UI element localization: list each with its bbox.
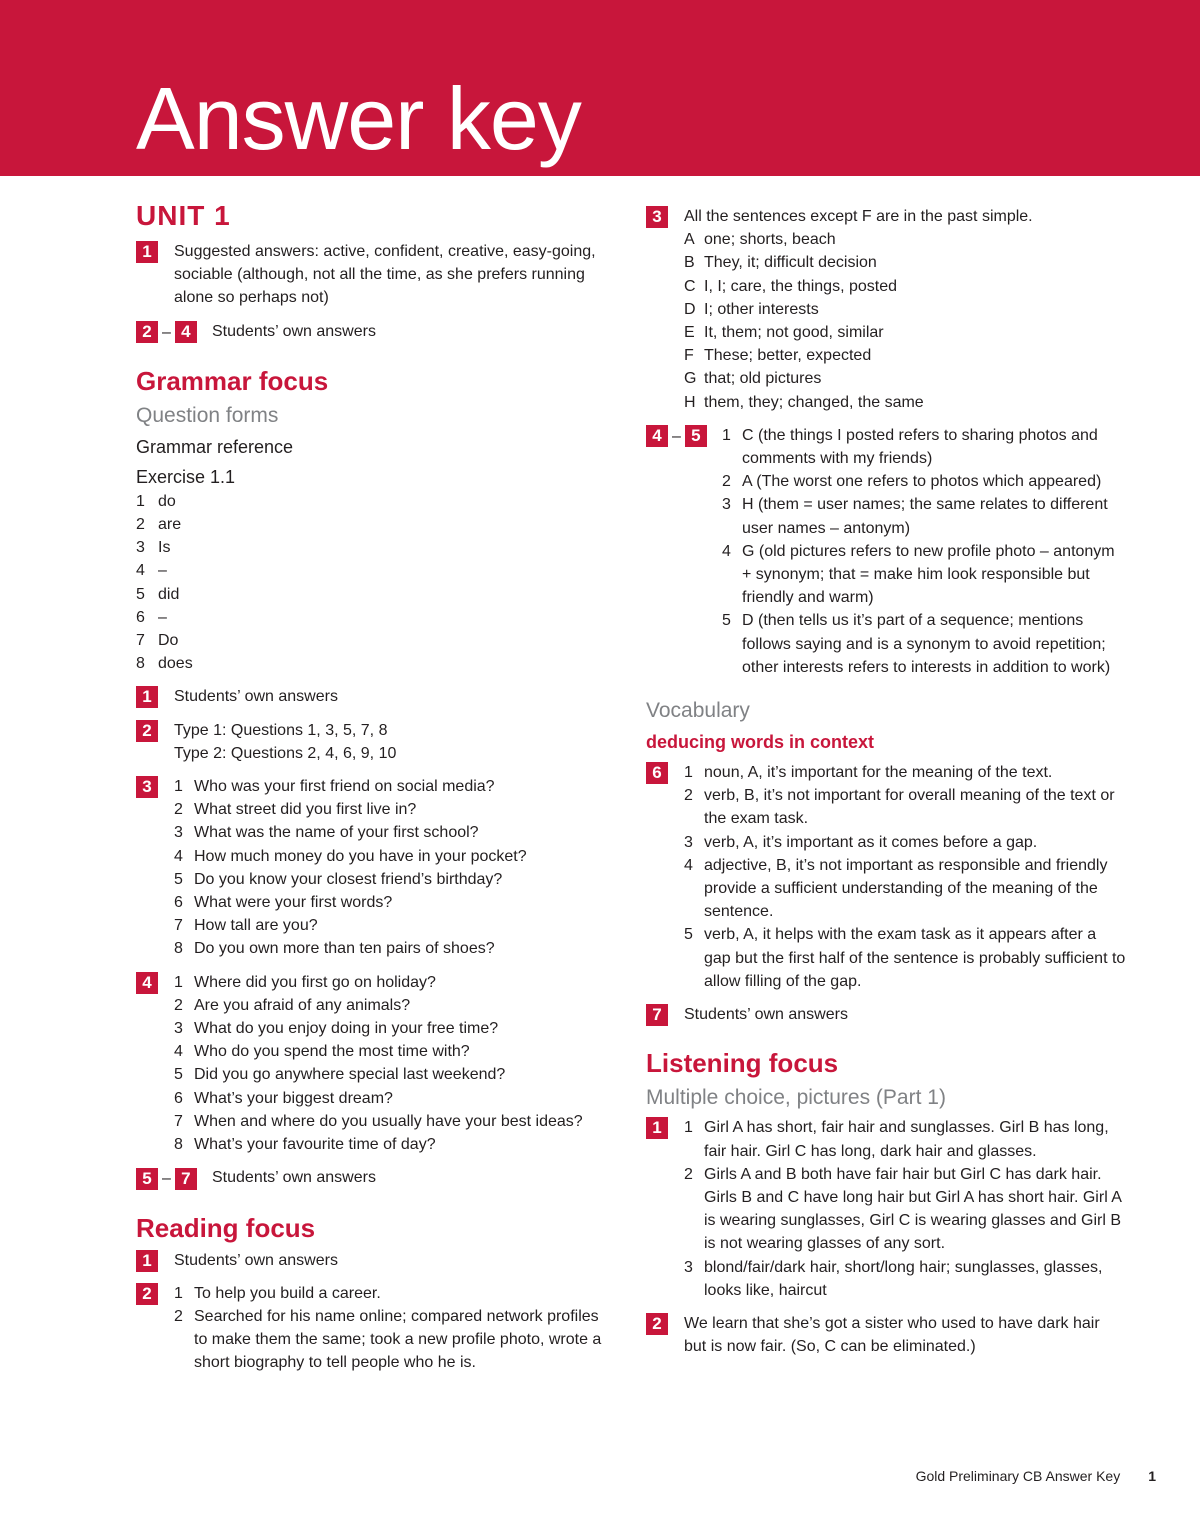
exercise-2-4: 2 – 4 Students’ own answers (136, 320, 606, 344)
answer-text: Students’ own answers (212, 1169, 376, 1187)
subheading-deducing: deducing words in context (646, 732, 875, 753)
list-item: G that; old pictures (684, 370, 822, 388)
page-title: Answer key (136, 69, 581, 168)
exercise-number-badge: 1 (646, 1117, 668, 1139)
list-item: 3 What do you enjoy doing in your free time? (174, 1020, 499, 1038)
exercise-number-badge: 1 (136, 686, 158, 708)
section-heading-reading: Reading focus (136, 1212, 316, 1243)
list-item: 1 Where did you first go on holiday? (174, 973, 436, 991)
answer-line: Type 2: Questions 2, 4, 6, 9, 10 (174, 744, 397, 762)
list-item: D I; other interests (684, 300, 819, 318)
exercise-number-badge: 7 (646, 1004, 668, 1026)
grammar-exercise-3 (136, 775, 606, 961)
list-item: 2 Searched for his name online; compared network profiles to make them the same; took a new profile photo, wrote a short biography to tell people who he is. (174, 1307, 602, 1372)
list-item: 3 What was the name of your first school? (174, 824, 479, 842)
answer-text: Students’ own answers (212, 322, 376, 340)
list-item: 1 To help you build a career. (174, 1284, 381, 1302)
list-item: 5 verb, A, it helps with the exam task as it appears after a gap but the first half of the sentence is probably sufficient to allow filling of the gap. (684, 926, 1126, 990)
list-item: 4 G (old pictures refers to new profile photo – antonym + synonym; that = make him look responsible but friendly and warm) (722, 542, 1115, 607)
subheading-vocabulary: Vocabulary (646, 699, 750, 723)
list-item: 7 How tall are you? (174, 917, 318, 935)
subheading-multiple-choice: Multiple choice, pictures (Part 1) (646, 1086, 946, 1110)
answer-line: Type 1: Questions 1, 3, 5, 7, 8 (174, 721, 388, 739)
left-column (136, 198, 606, 1385)
exercise-number-badge: 7 (175, 1168, 197, 1190)
footer-title: Gold Preliminary CB Answer Key (915, 1468, 1121, 1484)
list-item: 3 verb, A, it’s important as it comes before a gap. (684, 833, 1038, 851)
list-item: 5 did (136, 585, 180, 603)
list-item: 2 Girls A and B both have fair hair but Girl C has dark hair. Girls B and C have long hair but Girl A has short hair. Girl A is wearing sunglasses, Girl C is wearing glasses and Girl B is not wearing glasses of any sort. (684, 1165, 1122, 1253)
list-item: B They, it; difficult decision (684, 254, 877, 272)
exercise-1-1-list (136, 490, 606, 676)
list-item: 2 verb, B, it’s not important for overall meaning of the text or the exam task. (684, 787, 1115, 828)
exercise-1 (136, 240, 606, 310)
list-item: 1 do (136, 492, 176, 510)
answer-text: Students’ own answers (684, 1006, 848, 1024)
exercise-number-badge: 3 (646, 206, 668, 228)
exercise-number-badge: 4 (175, 321, 197, 343)
exercise-label: Exercise 1.1 (136, 466, 236, 487)
exercise-number-badge: 3 (136, 776, 158, 798)
section-heading-listening: Listening focus (646, 1048, 839, 1079)
list-item: 4 adjective, B, it’s not important as responsible and friendly provide a sufficient understanding of the meaning of the sentence. (684, 856, 1108, 921)
vocabulary-exercise-6 (646, 761, 1126, 993)
list-item: 7 Do (136, 632, 179, 650)
answer-text: We learn that she’s got a sister who used to have dark hair but is now fair. (So, C can be eliminated.) (684, 1314, 1100, 1356)
list-item: 2 What street did you first live in? (174, 801, 417, 819)
list-item: E It, them; not good, similar (684, 324, 884, 342)
grammar-exercise-5-7: 5 – 7 Students’ own answers (136, 1166, 606, 1190)
exercise-number-badge: 4 (646, 425, 668, 447)
list-item: 4 – (136, 562, 167, 580)
list-item: 1 Girl A has short, fair hair and sunglasses. Girl B has long, fair hair. Girl C has long, dark hair and glasses. (684, 1119, 1109, 1160)
list-item: 3 blond/fair/dark hair, short/long hair; sunglasses, glasses, looks like, haircut (684, 1258, 1103, 1299)
reading-exercise-4-5: 4 – 5 1 C (the things I posted refers to sharing photos and comments with my friends) 2 A (The worst one refers to photos which appeared) 3 H (them = user names; the same relates to different user names – antonym) 4 G (old pictures refers to new profile photo – antonym + synonym; that = make him look responsible but friendly and warm) 5 D (then tells us it’s part of a sequence; mentions follows saying and is a synonym to avoid repetition; other interests refers to interests in addition to work) (646, 424, 1126, 679)
answer-text: Students’ own answers (174, 688, 338, 706)
answer-text: Students’ own answers (174, 1251, 338, 1269)
subheading-question-forms: Question forms (136, 403, 279, 427)
list-item: 1 Who was your first friend on social media? (174, 778, 495, 796)
list-item: 5 Did you go anywhere special last weekend? (174, 1066, 506, 1084)
page-number: 1 (1148, 1468, 1156, 1484)
exercise-number-badge: 1 (136, 241, 158, 263)
grammar-exercise-2 (136, 719, 606, 765)
list-item: 2 Are you afraid of any animals? (174, 996, 411, 1014)
list-item: 6 What’s your biggest dream? (174, 1089, 393, 1107)
list-item: 3 H (them = user names; the same relates to different user names – antonym) (722, 496, 1108, 537)
answer-intro: All the sentences except F are in the past simple. (684, 208, 1033, 225)
list-item: 8 Do you own more than ten pairs of shoes? (174, 940, 495, 958)
list-item: 6 What were your first words? (174, 894, 393, 912)
list-item: 5 D (then tells us it’s part of a sequence; mentions follows saying and is a synonym to avoid repetition; other interests refers to interests in addition to work) (722, 612, 1111, 676)
list-item: 7 When and where do you usually have your best ideas? (174, 1112, 583, 1130)
grammar-reference-heading: Grammar reference (136, 436, 294, 457)
answer-text: Suggested answers: active, confident, creative, easy-going, sociable (although, not all the time, as she prefers running alone so perhaps not) (174, 243, 596, 307)
reading-exercise-2 (136, 1282, 606, 1375)
listening-exercise-1 (646, 1116, 1126, 1302)
exercise-number-badge: 2 (136, 321, 158, 343)
exercise-number-badge: 5 (136, 1168, 158, 1190)
list-item: 6 – (136, 608, 167, 626)
list-item: 8 does (136, 655, 193, 673)
exercise-number-badge: 5 (685, 425, 707, 447)
exercise-number-badge: 2 (136, 1283, 158, 1305)
list-item: 8 What’s your favourite time of day? (174, 1136, 436, 1154)
exercise-number-badge: 6 (646, 762, 668, 784)
list-item: 3 Is (136, 539, 171, 557)
list-item: 4 Who do you spend the most time with? (174, 1043, 470, 1061)
grammar-exercise-1 (136, 685, 606, 708)
right-column (646, 205, 1126, 1368)
reading-exercise-3 (646, 205, 1126, 414)
exercise-number-badge: 2 (136, 720, 158, 742)
list-item: 1 C (the things I posted refers to sharing photos and comments with my friends) (722, 426, 1098, 468)
header-banner (0, 0, 1200, 176)
list-item: 2 are (136, 516, 182, 534)
exercise-number-badge: 4 (136, 972, 158, 994)
section-heading-grammar: Grammar focus (136, 365, 329, 396)
vocabulary-exercise-7 (646, 1003, 1126, 1026)
grammar-exercise-4 (136, 971, 606, 1157)
reading-exercise-1 (136, 1249, 606, 1272)
list-item: A one; shorts, beach (684, 231, 836, 249)
listening-exercise-2 (646, 1312, 1126, 1358)
unit-heading: UNIT 1 (136, 200, 231, 231)
list-item: 1 noun, A, it’s important for the meaning of the text. (684, 764, 1053, 782)
exercise-number-badge: 1 (136, 1250, 158, 1272)
list-item: H them, they; changed, the same (684, 393, 924, 411)
list-item: F These; better, expected (684, 347, 872, 365)
list-item: 2 A (The worst one refers to photos which appeared) (722, 473, 1102, 491)
list-item: 5 Do you know your closest friend’s birthday? (174, 870, 503, 888)
page-footer (916, 1466, 1156, 1486)
list-item: 4 How much money do you have in your pocket? (174, 847, 527, 865)
list-item: C I, I; care, the things, posted (684, 277, 897, 295)
exercise-number-badge: 2 (646, 1313, 668, 1335)
